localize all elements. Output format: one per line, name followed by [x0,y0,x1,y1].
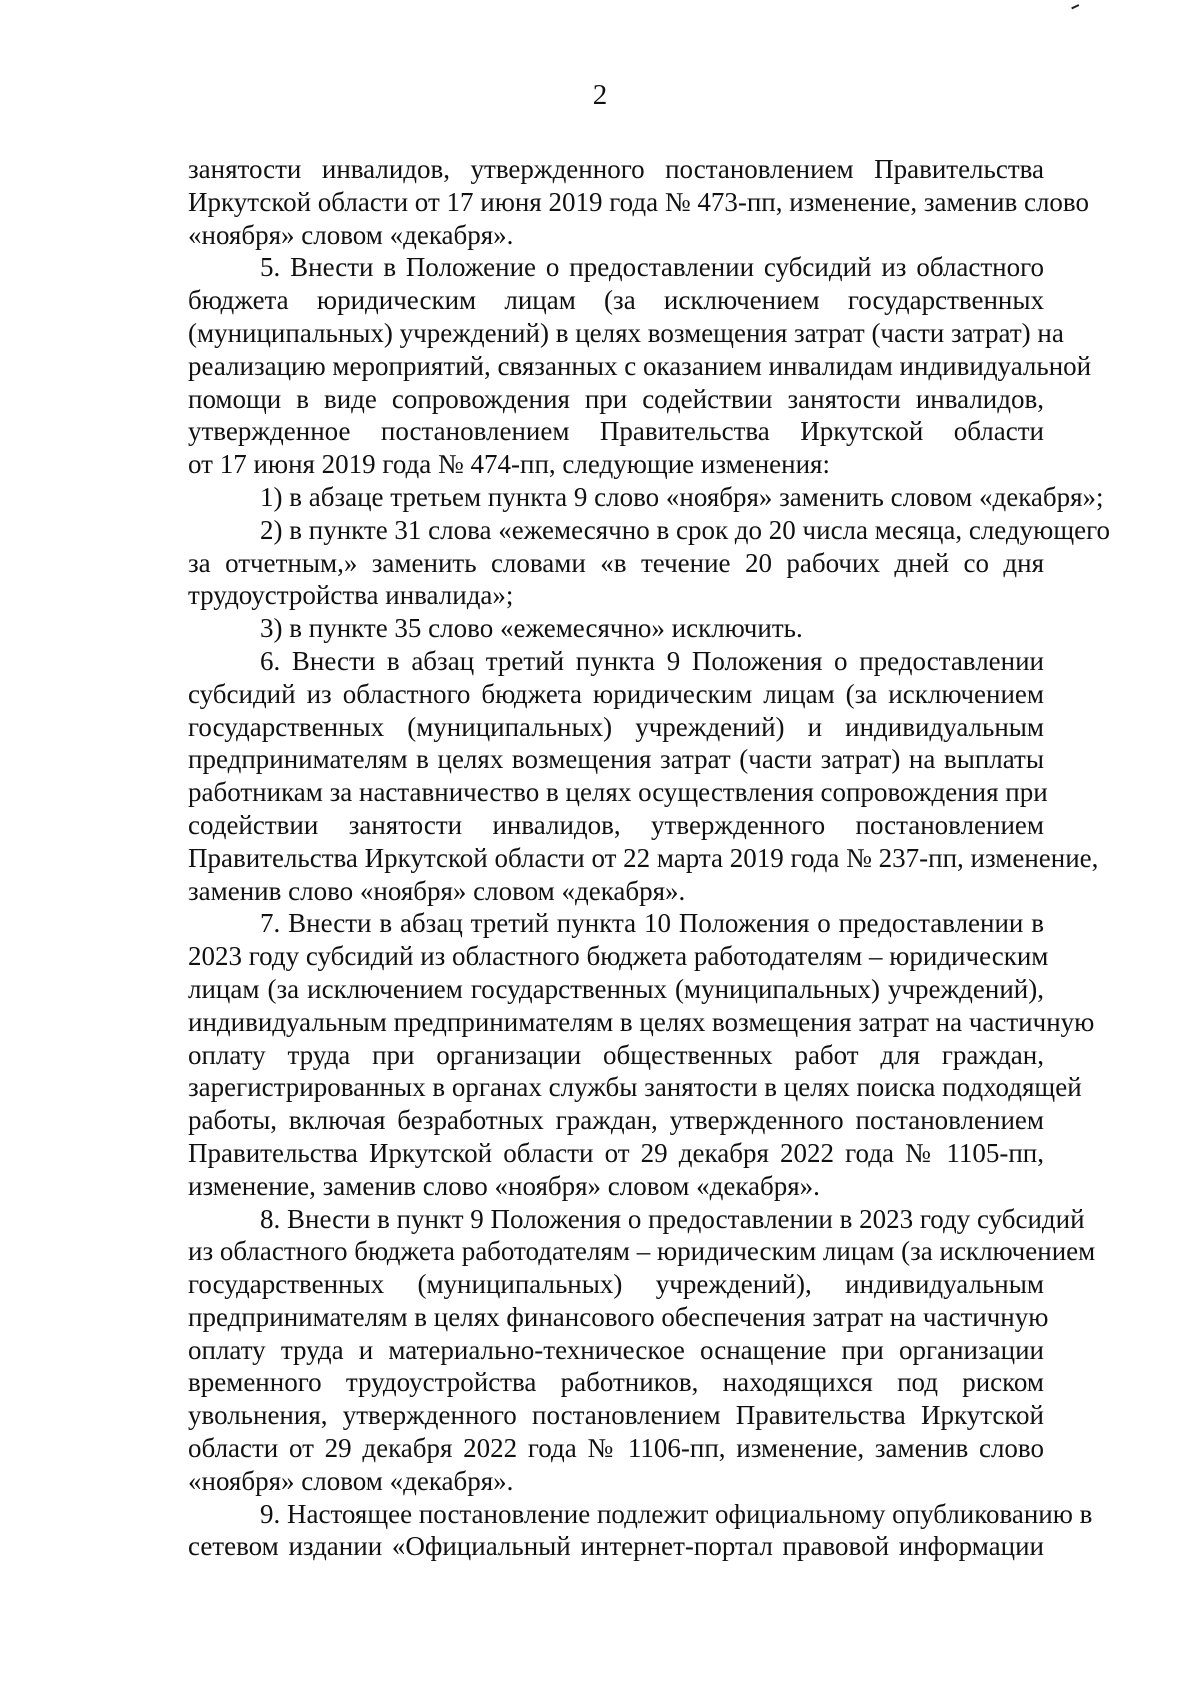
text-line: 7. Внести в абзац третий пункта 10 Положения о предоставлении в [260,908,1044,939]
text-line: «ноября» словом «декабря». [188,219,514,250]
text-line: предпринимателям в целях возмещения затрат (части затрат) на выплаты [188,744,1044,775]
text-line: бюджета юридическим лицам (за исключением государственных [188,285,1044,316]
text-line: Правительства Иркутской области от 29 декабря 2022 года № 1105-пп, [188,1137,1044,1168]
text-line: (муниципальных) учреждений) в целях возмещения затрат (части затрат) на [188,317,1064,348]
text-line: утвержденное постановлением Правительства Иркутской области [188,416,1044,447]
text-line: сетевом издании «Официальный интернет-портал правовой информации [188,1531,1044,1562]
document-body [188,153,1111,1563]
text-line: 5. Внести в Положение о предоставлении субсидий из областного [260,252,1044,283]
text-line: от 17 июня 2019 года № 474-пп, следующие изменения: [188,449,830,480]
text-line: «ноября» словом «декабря». [188,1465,514,1496]
text-line: увольнения, утвержденного постановлением Правительства Иркутской [188,1400,1044,1431]
text-line: области от 29 декабря 2022 года № 1106-пп, изменение, заменив слово [188,1433,1044,1464]
text-line: лицам (за исключением государственных (муниципальных) учреждений), [188,973,1044,1004]
text-line: зарегистрированных в органах службы занятости в целях поиска подходящей [188,1072,1082,1103]
text-line: за отчетным,» заменить словами «в течение 20 рабочих дней со дня [188,547,1044,578]
text-line: 6. Внести в абзац третий пункта 9 Положения о предоставлении [260,645,1044,676]
text-line: 3) в пункте 35 слово «ежемесячно» исключить. [260,613,803,644]
text-line: 2023 году субсидий из областного бюджета работодателям – юридическим [188,941,1049,972]
text-line: заменив слово «ноября» словом «декабря». [188,875,686,906]
text-line: индивидуальным предпринимателям в целях возмещения затрат на частичную [188,1006,1095,1037]
text-line: оплату труда при организации общественных работ для граждан, [188,1039,1044,1070]
text-line: государственных (муниципальных) учреждений), индивидуальным [188,1269,1044,1300]
text-line: субсидий из областного бюджета юридическим лицам (за исключением [188,678,1044,709]
text-line: временного трудоустройства работников, находящихся под риском [188,1367,1044,1398]
text-line: предпринимателям в целях финансового обеспечения затрат на частичную [188,1301,1049,1332]
text-line: государственных (муниципальных) учреждений) и индивидуальным [188,711,1044,742]
text-line: помощи в виде сопровождения при содействии занятости инвалидов, [188,383,1044,414]
text-line: 2) в пункте 31 слова «ежемесячно в срок до 20 числа месяца, следующего [260,514,1111,545]
text-line: работы, включая безработных граждан, утвержденного постановлением [188,1105,1044,1136]
text-line: содействии занятости инвалидов, утвержденного постановлением [188,809,1044,840]
text-line: 9. Настоящее постановление подлежит официальному опубликованию в [260,1498,1093,1529]
text-line: Правительства Иркутской области от 22 марта 2019 года № 237-пп, изменение, [188,842,1099,873]
text-line: трудоустройства инвалида»; [188,580,514,611]
text-line: занятости инвалидов, утвержденного постановлением Правительства [188,154,1044,184]
text-line: 1) в абзаце третьем пункта 9 слово «ноября» заменить словом «декабря»; [260,481,1104,512]
text-line: изменение, заменив слово «ноября» словом «декабря». [188,1170,820,1201]
page-number: 2 [592,79,608,111]
scan-edge-mark [1069,0,1080,9]
text-line: оплату труда и материально-техническое оснащение при организации [188,1334,1044,1365]
text-line: работникам за наставничество в целях осуществления сопровождения при [188,777,1048,808]
text-line: реализацию мероприятий, связанных с оказанием инвалидам индивидуальной [188,350,1092,381]
text-line: из областного бюджета работодателям – юридическим лицам (за исключением [188,1236,1096,1267]
text-line: Иркутской области от 17 июня 2019 года № 473-пп, изменение, заменив слово [188,186,1089,217]
text-line: 8. Внести в пункт 9 Положения о предоставлении в 2023 году субсидий [260,1203,1085,1234]
